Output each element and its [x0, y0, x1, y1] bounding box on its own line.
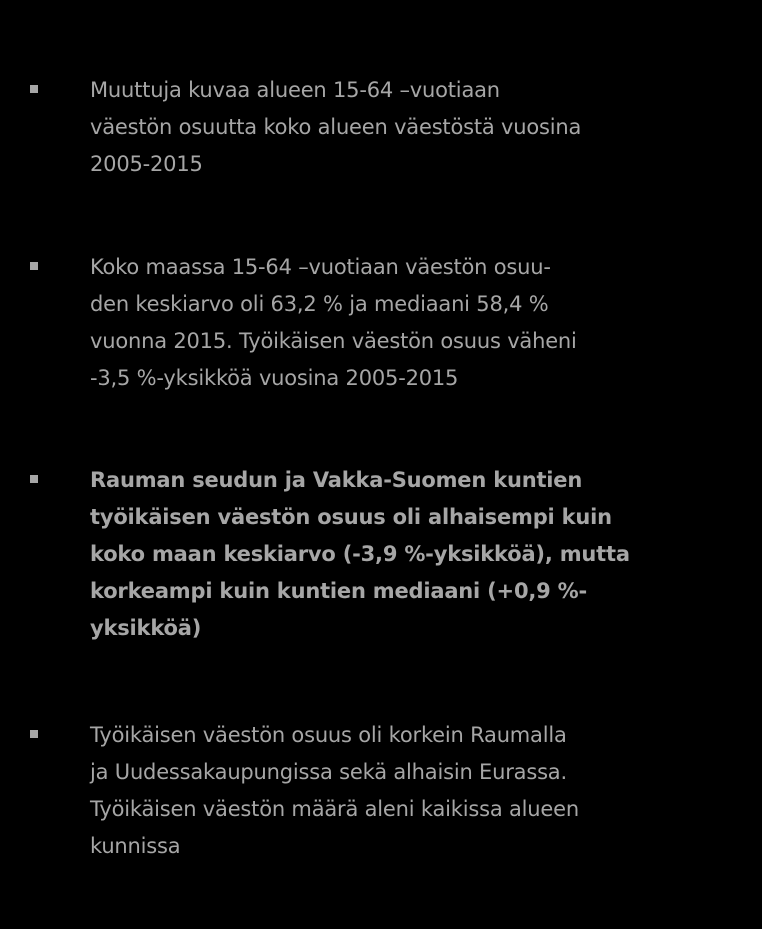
bullet-item-4 — [30, 717, 730, 865]
bullet-item-3 — [30, 462, 730, 647]
bullet-square-icon — [30, 730, 38, 738]
bullet-text-4: Työikäisen väestön osuus oli korkein Raumalla ja Uudessakaupungissa sekä alhaisin Eurassa. Työikäisen väestön määrä aleni kaikissa alueen kunnissa — [90, 723, 579, 858]
bullet-text-2: Koko maassa 15-64 –vuotiaan väestön osuu- den keskiarvo oli 63,2 % ja mediaani 58,4 % vuonna 2015. Työikäisen väestön osuus väheni -3,5 %-yksikköä vuosina 2005-2015 — [90, 255, 577, 390]
bullet-item-1 — [30, 72, 730, 183]
bullet-text-1: Muuttuja kuvaa alueen 15-64 –vuotiaan väestön osuutta koko alueen väestöstä vuosina 2005-2015 — [90, 78, 582, 176]
bullet-item-2 — [30, 249, 730, 397]
bullet-text-3: Rauman seudun ja Vakka-Suomen kuntien työikäisen väestön osuus oli alhaisempi kuin koko maan keskiarvo (-3,9 %-yksikköä), mutta korkeampi kuin kuntien mediaani (+0,9 %- yksikköä) — [90, 468, 630, 640]
bullet-square-icon — [30, 85, 38, 93]
bullet-square-icon — [30, 475, 38, 483]
bullet-square-icon — [30, 262, 38, 270]
